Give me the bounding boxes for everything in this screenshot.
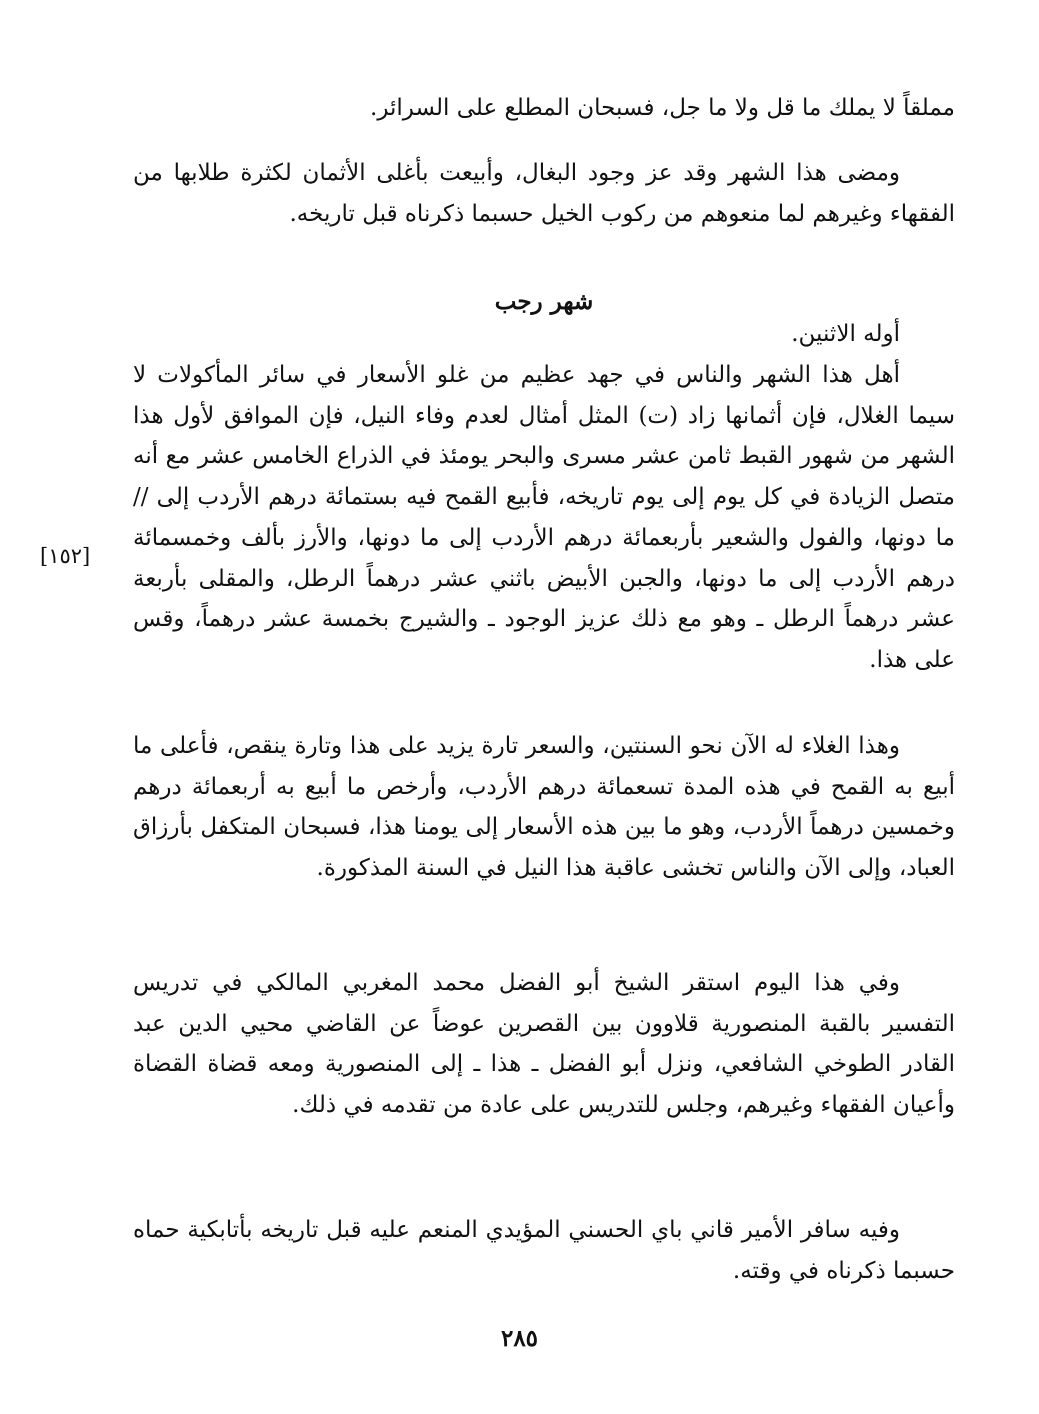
margin-folio-note: [١٥٢] <box>40 544 91 568</box>
page-number: ٢٨٥ <box>500 1325 539 1352</box>
paragraph-emir-travel: وفيه سافر الأمير قاني باي الحسني المؤيدي المنعم عليه قبل تاريخه بأتابكية حماه حسبما ذكرناه في وقته. <box>133 1217 955 1284</box>
paragraph-famine: وهذا الغلاء له الآن نحو السنتين، والسعر تارة يزيد على هذا وتارة ينقص، فأعلى ما أبيع به القمح في هذه المدة تسعمائة درهم الأردب، وأرخص ما أبيع به أربعمائة درهم وخمسين درهماً الأردب، وهو ما بين هذه الأسعار إلى يومنا هذا، فسبحان المتكفل بأرزاق العباد، وإلى الآن والناس تخشى عاقبة هذا النيل في السنة المذكورة. <box>133 733 955 882</box>
section-heading-rajab: شهر رجب <box>494 288 594 315</box>
paragraph-teaching: وفي هذا اليوم استقر الشيخ أبو الفضل محمد المغربي المالكي في تدريس التفسير بالقبة المنصورية قلاوون بين القصرين عوضاً عن القاضي محيي الدين عبد القادر الطوخي الشافعي، ونزل أبو الفضل ـ هذا ـ إلى المنصورية ومعه قضاة القضاة وأعيان الفقهاء وغيرهم، وجلس للتدريس على عادة من تقدمه في ذلك. <box>133 970 955 1119</box>
paragraph-mules: ومضى هذا الشهر وقد عز وجود البغال، وأبيعت بأغلى الأثمان لكثرة طلابها من الفقهاء وغيرهم لما منعوهم من ركوب الخيل حسبما ذكرناه قبل تاريخه. <box>133 160 955 227</box>
paragraph-prices: أهل هذا الشهر والناس في جهد عظيم من غلو الأسعار في سائر المأكولات لا سيما الغلال، فإن أثمانها زاد (ت) المثل أمثال لعدم وفاء النيل، فإن الموافق لأول هذا الشهر من شهور القبط ثامن عشر مسرى والبحر يومئذ في الذراع الخامس عشر مع أنه متصل الزيادة في كل يوم إلى يوم تاريخه، فأبيع القمح فيه بستمائة درهم الأردب إلى // ما دونها، والفول والشعير بأربعمائة درهم الأردب إلى ما دونها، والأرز بألف وخمسمائة درهم الأردب إلى ما دونها، والجبن الأبيض باثني عشر درهماً الرطل، والمقلى بأربعة عشر درهماً الرطل ـ وهو مع ذلك عزيز الوجود ـ والشيرج بخمسة عشر درهماً، وقس على هذا. <box>133 362 955 673</box>
paragraph-first-day: أوله الاثنين. <box>791 321 900 347</box>
paragraph-continuation: مملقاً لا يملك ما قل ولا ما جل، فسبحان المطلع على السرائر. <box>370 95 955 121</box>
